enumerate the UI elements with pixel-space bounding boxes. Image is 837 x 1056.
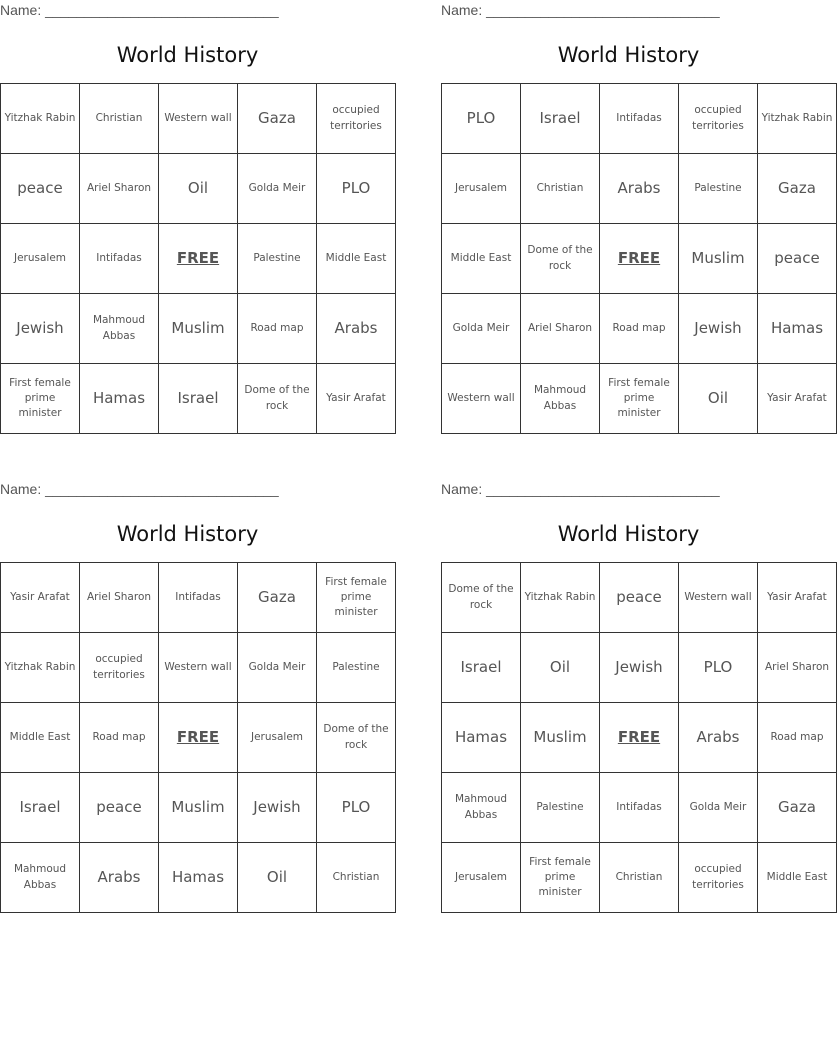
grid-cell: Gaza (238, 563, 317, 633)
grid-cell: Middle East (1, 703, 80, 773)
grid-cell: First female prime minister (1, 364, 80, 434)
grid-cell: Yasir Arafat (317, 364, 396, 434)
grid-cell: Palestine (317, 633, 396, 703)
grid-cell: Muslim (159, 294, 238, 364)
grid-cell: Arabs (600, 154, 679, 224)
grid-cell: Intifadas (600, 84, 679, 154)
grid-cell: Israel (521, 84, 600, 154)
grid-cell: PLO (317, 154, 396, 224)
free-space: FREE (159, 703, 238, 773)
grid-cell: Palestine (679, 154, 758, 224)
grid-row (1, 154, 396, 224)
grid-cell: Jerusalem (1, 224, 80, 294)
grid-cell: Oil (679, 364, 758, 434)
grid-cell: Palestine (238, 224, 317, 294)
grid-cell: Intifadas (600, 773, 679, 843)
grid-cell: Christian (80, 84, 159, 154)
grid-cell: Road map (600, 294, 679, 364)
grid-cell: Western wall (679, 563, 758, 633)
grid-cell: Oil (159, 154, 238, 224)
grid-cell: Christian (600, 843, 679, 913)
grid-row (1, 84, 396, 154)
grid-cell: Oil (238, 843, 317, 913)
free-space: FREE (159, 224, 238, 294)
name-line: Name: ______________________________ (0, 481, 279, 497)
grid-cell: Yasir Arafat (758, 563, 837, 633)
grid-cell: occupied territories (80, 633, 159, 703)
grid-cell: peace (80, 773, 159, 843)
grid-row (1, 843, 396, 913)
grid-cell: occupied territories (679, 84, 758, 154)
grid-cell: Jewish (238, 773, 317, 843)
grid-cell: Mahmoud Abbas (1, 843, 80, 913)
grid-cell: Jewish (600, 633, 679, 703)
grid-cell: Jewish (679, 294, 758, 364)
grid-cell: Arabs (679, 703, 758, 773)
name-line: Name: ______________________________ (0, 2, 279, 18)
grid-cell: Jewish (1, 294, 80, 364)
grid-cell: Yitzhak Rabin (521, 563, 600, 633)
grid-cell: Intifadas (80, 224, 159, 294)
grid-cell: Yitzhak Rabin (758, 84, 837, 154)
grid-cell: Intifadas (159, 563, 238, 633)
grid-cell: Golda Meir (679, 773, 758, 843)
card-title: World History (557, 522, 700, 546)
grid-cell: Mahmoud Abbas (442, 773, 521, 843)
grid-cell: Muslim (679, 224, 758, 294)
grid-cell: PLO (679, 633, 758, 703)
grid-row (1, 633, 396, 703)
grid-cell: occupied territories (679, 843, 758, 913)
grid-cell: First female prime minister (317, 563, 396, 633)
grid-cell: Arabs (80, 843, 159, 913)
bingo-grid (441, 562, 837, 913)
grid-cell: Hamas (159, 843, 238, 913)
grid-cell: Mahmoud Abbas (80, 294, 159, 364)
grid-cell: Gaza (238, 84, 317, 154)
bingo-grid (0, 562, 396, 913)
name-line: Name: ______________________________ (441, 481, 720, 497)
grid-cell: Gaza (758, 773, 837, 843)
grid-row (1, 773, 396, 843)
grid-cell: First female prime minister (600, 364, 679, 434)
grid-cell: First female prime minister (521, 843, 600, 913)
grid-cell: peace (600, 563, 679, 633)
grid-cell: Hamas (80, 364, 159, 434)
grid-row (1, 294, 396, 364)
grid-row (1, 563, 396, 633)
grid-cell: Mahmoud Abbas (521, 364, 600, 434)
grid-cell: Israel (159, 364, 238, 434)
grid-cell: occupied territories (317, 84, 396, 154)
grid-cell: Arabs (317, 294, 396, 364)
grid-cell: Gaza (758, 154, 837, 224)
grid-cell: Christian (521, 154, 600, 224)
bingo-grid (441, 83, 837, 434)
grid-cell: Western wall (442, 364, 521, 434)
grid-cell: Jerusalem (442, 154, 521, 224)
grid-cell: Golda Meir (238, 633, 317, 703)
card-title: World History (116, 43, 259, 67)
grid-row (442, 633, 837, 703)
grid-cell: Dome of the rock (238, 364, 317, 434)
grid-cell: Jerusalem (238, 703, 317, 773)
grid-cell: Oil (521, 633, 600, 703)
grid-cell: Ariel Sharon (80, 563, 159, 633)
grid-cell: Yasir Arafat (1, 563, 80, 633)
grid-cell: Western wall (159, 84, 238, 154)
grid-row (442, 84, 837, 154)
grid-cell: Dome of the rock (521, 224, 600, 294)
card-title: World History (557, 43, 700, 67)
grid-cell: PLO (442, 84, 521, 154)
grid-cell: Road map (758, 703, 837, 773)
grid-cell: Muslim (159, 773, 238, 843)
grid-cell: Yitzhak Rabin (1, 633, 80, 703)
grid-cell: Western wall (159, 633, 238, 703)
grid-row (442, 364, 837, 434)
grid-cell: Israel (442, 633, 521, 703)
grid-cell: Yasir Arafat (758, 364, 837, 434)
grid-cell: Middle East (758, 843, 837, 913)
grid-cell: Ariel Sharon (758, 633, 837, 703)
grid-row (442, 773, 837, 843)
grid-cell: Ariel Sharon (80, 154, 159, 224)
grid-cell: Golda Meir (442, 294, 521, 364)
grid-cell: Road map (80, 703, 159, 773)
grid-row (442, 224, 837, 294)
grid-row (442, 563, 837, 633)
grid-cell: peace (1, 154, 80, 224)
grid-row (442, 154, 837, 224)
grid-cell: Muslim (521, 703, 600, 773)
grid-cell: Dome of the rock (442, 563, 521, 633)
grid-row (1, 224, 396, 294)
bingo-grid (0, 83, 396, 434)
grid-cell: Hamas (442, 703, 521, 773)
free-space: FREE (600, 703, 679, 773)
grid-row (442, 843, 837, 913)
grid-cell: Christian (317, 843, 396, 913)
grid-cell: Hamas (758, 294, 837, 364)
name-line: Name: ______________________________ (441, 2, 720, 18)
grid-cell: Israel (1, 773, 80, 843)
free-space: FREE (600, 224, 679, 294)
grid-row (1, 364, 396, 434)
grid-cell: Middle East (442, 224, 521, 294)
grid-cell: Dome of the rock (317, 703, 396, 773)
grid-row (442, 703, 837, 773)
grid-cell: peace (758, 224, 837, 294)
grid-cell: Yitzhak Rabin (1, 84, 80, 154)
grid-row (442, 294, 837, 364)
grid-cell: Ariel Sharon (521, 294, 600, 364)
grid-row (1, 703, 396, 773)
grid-cell: Middle East (317, 224, 396, 294)
grid-cell: Golda Meir (238, 154, 317, 224)
grid-cell: Jerusalem (442, 843, 521, 913)
grid-cell: Road map (238, 294, 317, 364)
grid-cell: PLO (317, 773, 396, 843)
card-title: World History (116, 522, 259, 546)
grid-cell: Palestine (521, 773, 600, 843)
